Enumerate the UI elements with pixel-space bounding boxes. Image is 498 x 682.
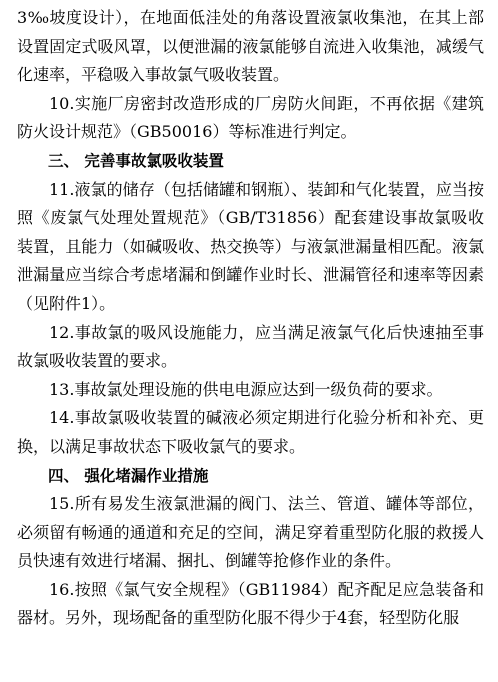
paragraph-14: 14.事故氯吸收装置的碱液必须定期进行化验分析和补充、更换，以满足事故状态下吸收氯气的要求。 (17, 408, 484, 456)
paragraph-11: 11.液氯的储存（包括储罐和钢瓶）、装卸和气化装置，应当按照《废氯气处理处置规范》（GB/T31856）配套建设事故氯吸收装置，且能力（如碱吸收、热交换等）与液氯泄漏量相匹配。液氯泄漏量应当综合考虑堵漏和倒罐作业时长、泄漏管径和速率等因素（见附件1）。 (17, 179, 484, 313)
section-heading-3: 三、 完善事故氯吸收装置 (48, 151, 224, 170)
paragraph-12: 12.事故氯的吸风设施能力，应当满足液氯气化后快速抽至事故氯吸收装置的要求。 (17, 322, 484, 371)
paragraph-10: 10.实施厂房密封改造形成的厂房防火间距，不再依据《建筑防火设计规范》（GB50016）等标准进行判定。 (17, 93, 484, 142)
paragraph-15: 15.所有易发生液氯泄漏的阀门、法兰、管道、罐体等部位，必须留有畅通的通道和充足的空间，满足穿着重型防化服的救援人员快速有效进行堵漏、捆扎、倒罐等抢修作业的条件。 (17, 494, 484, 571)
paragraph-13: 13.事故氯处理设施的供电电源应达到一级负荷的要求。 (49, 379, 443, 399)
paragraph-16: 16.按照《氯气安全规程》（GB11984）配齐配足应急装备和器材。另外，现场配备的重型防化服不得少于4套，轻型防化服 (17, 579, 484, 628)
section-heading-4: 四、 强化堵漏作业措施 (48, 466, 209, 485)
paragraph-9-continuation: 3‰坡度设计），在地面低洼处的角落设置液氯收集池，在其上部设置固定式吸风罩，以便泄漏的液氯能够自流进入收集池，减缓气化速率，平稳吸入事故氯气吸收装置。 (17, 8, 484, 85)
